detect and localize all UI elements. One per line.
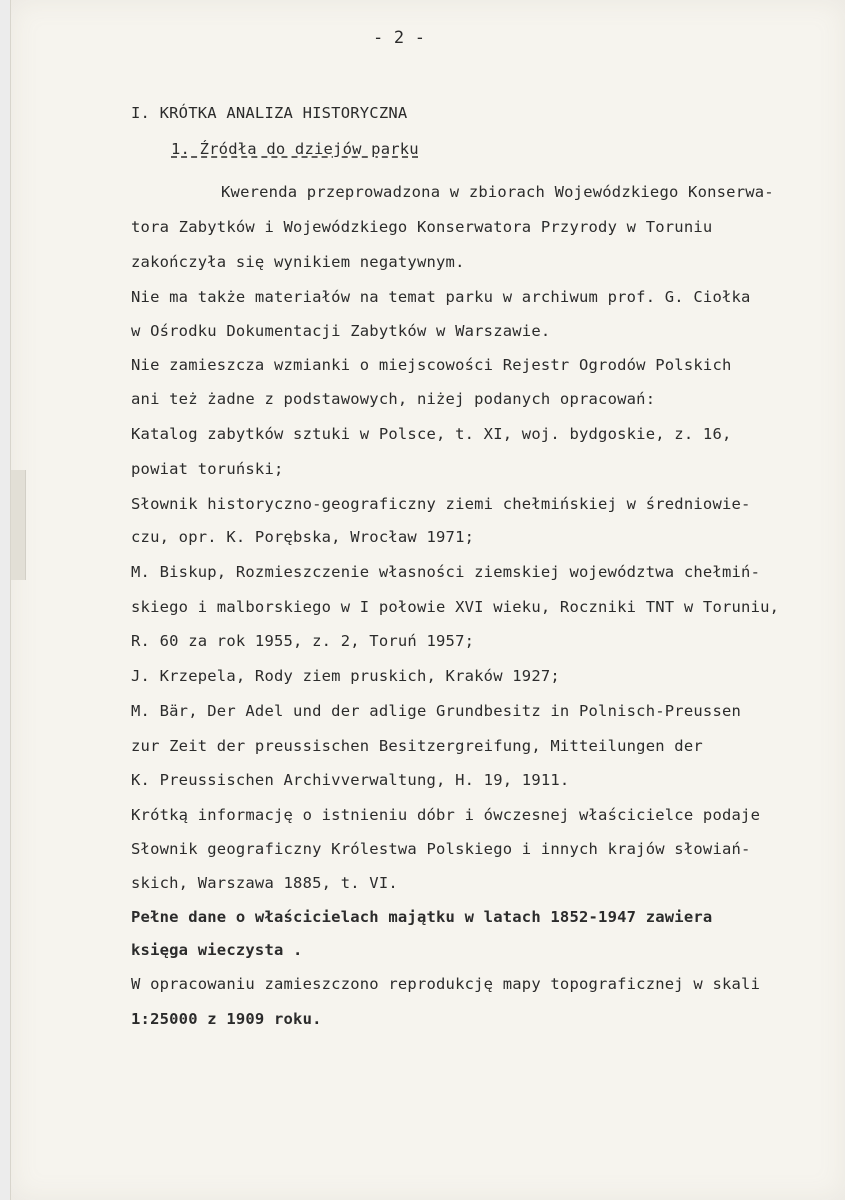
body-line: R. 60 za rok 1955, z. 2, Toruń 1957; [131, 632, 475, 650]
body-line: skich, Warszawa 1885, t. VI. [131, 874, 398, 892]
body-line: zakończyła się wynikiem negatywnym. [131, 253, 465, 271]
page-number: - 2 - [373, 28, 426, 48]
body-line: 1:25000 z 1909 roku. [131, 1010, 322, 1028]
body-line: Nie zamieszcza wzmianki o miejscowości Rejestr Ogrodów Polskich [131, 356, 732, 374]
body-line: Nie ma także materiałów na temat parku w archiwum prof. G. Ciołka [131, 288, 751, 306]
document-page [10, 0, 845, 1200]
body-line: powiat toruński; [131, 460, 284, 478]
body-line: czu, opr. K. Porębska, Wrocław 1971; [131, 528, 475, 546]
body-line: Słownik geograficzny Królestwa Polskiego i innych krajów słowiań- [131, 840, 751, 858]
body-line: M. Biskup, Rozmieszczenie własności ziemskiej województwa chełmiń- [131, 563, 761, 581]
body-line: Krótką informację o istnieniu dóbr i ówczesnej właścicielce podaje [131, 806, 761, 824]
body-line: J. Krzepela, Rody ziem pruskich, Kraków 1927; [131, 667, 560, 685]
body-line: Katalog zabytków sztuki w Polsce, t. XI, woj. bydgoskie, z. 16, [131, 425, 732, 443]
paper-edge-mark [11, 470, 26, 580]
body-line: K. Preussischen Archivverwaltung, H. 19, 1911. [131, 771, 570, 789]
section-title: I. KRÓTKA ANALIZA HISTORYCZNA [131, 104, 408, 122]
body-line: księga wieczysta . [131, 941, 303, 959]
body-line: ani też żadne z podstawowych, niżej podanych opracowań: [131, 390, 656, 408]
body-line: skiego i malborskiego w I połowie XVI wieku, Roczniki TNT w Toruniu, [131, 598, 780, 616]
body-line: M. Bär, Der Adel und der adlige Grundbesitz in Polnisch-Preussen [131, 702, 742, 720]
body-line: W opracowaniu zamieszczono reprodukcję mapy topograficznej w skali [131, 975, 761, 993]
body-line: Kwerenda przeprowadzona w zbiorach Wojewódzkiego Konserwa- [221, 183, 774, 201]
body-line: w Ośrodku Dokumentacji Zabytków w Warszawie. [131, 322, 551, 340]
body-line: zur Zeit der preussischen Besitzergreifung, Mitteilungen der [131, 737, 703, 755]
body-line: Słownik historyczno-geograficzny ziemi chełmińskiej w średniowie- [131, 495, 751, 513]
subsection-title: 1. Źródła do dziejów parku [171, 140, 419, 158]
body-line: tora Zabytków i Wojewódzkiego Konserwatora Przyrody w Toruniu [131, 218, 713, 236]
body-line: Pełne dane o właścicielach majątku w latach 1852-1947 zawiera [131, 908, 713, 926]
